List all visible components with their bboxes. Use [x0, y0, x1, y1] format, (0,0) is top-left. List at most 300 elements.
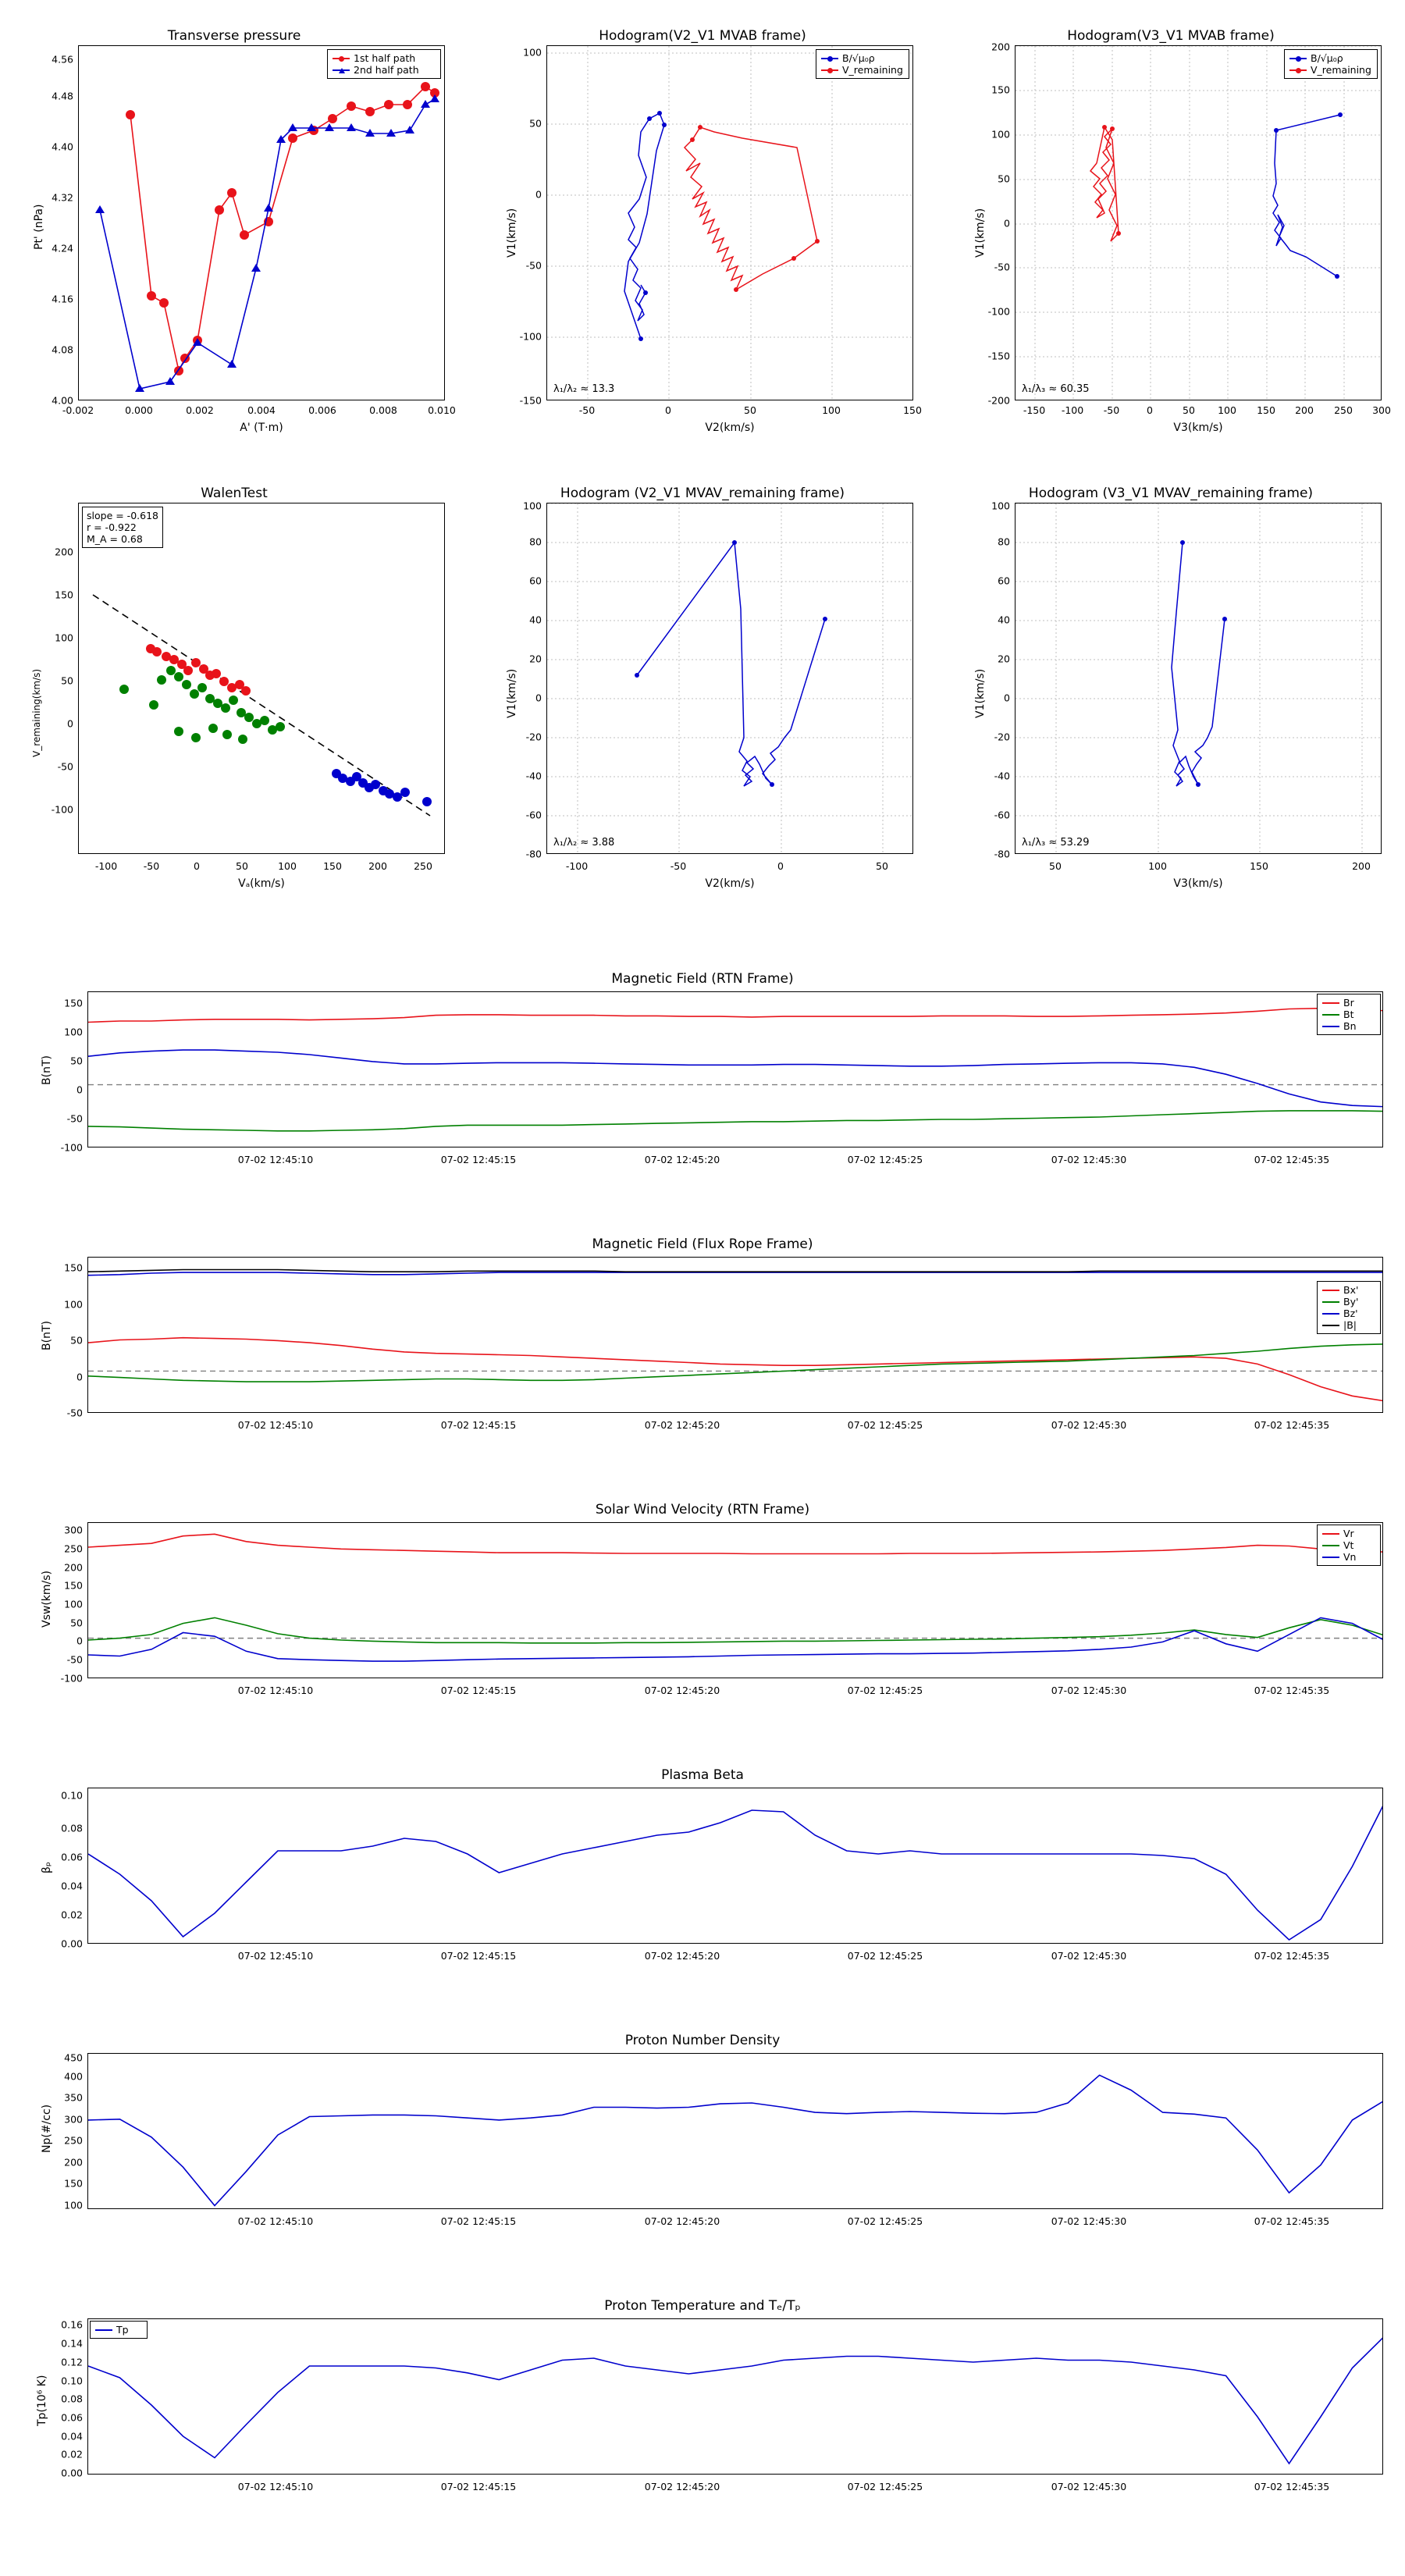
panel-title: Magnetic Field (Flux Rope Frame) — [592, 1236, 813, 1252]
time-tick: 07-02 12:45:25 — [847, 1685, 923, 1696]
y-tick: 0.08 — [61, 2393, 83, 2405]
x-tick: -50 — [578, 404, 596, 416]
y-tick: 40 — [529, 614, 542, 626]
legend-swatch-blue — [1289, 58, 1307, 59]
y-tick: 80 — [998, 535, 1010, 548]
series-Np — [88, 2075, 1383, 2205]
legend-item-bn — [1322, 1020, 1375, 1032]
time-tick: 07-02 12:45:35 — [1254, 1419, 1330, 1431]
series-Bx' — [88, 1338, 1383, 1401]
legend-item-bmag — [1322, 1319, 1375, 1331]
x-axis-label: V2(km/s) — [705, 422, 755, 434]
y-tick: -80 — [994, 848, 1010, 860]
x-tick: -100 — [94, 860, 118, 872]
y-axis-label: V_remaining(km/s) — [31, 668, 42, 757]
y-tick: 450 — [64, 2051, 83, 2064]
legend-swatch-br — [1322, 1002, 1339, 1004]
legend-swatch-bmag — [1322, 1325, 1339, 1326]
y-tick: 0 — [1004, 217, 1010, 229]
x-tick: -100 — [565, 860, 589, 872]
y-tick: 100 — [523, 500, 542, 512]
y-tick: -50 — [994, 261, 1010, 273]
legend-swatch-bz — [1322, 1313, 1339, 1315]
x-tick: 0.004 — [247, 404, 276, 416]
series-Vt — [88, 1617, 1383, 1642]
y-tick: 100 — [991, 500, 1010, 512]
y-tick: 4.16 — [52, 293, 73, 305]
panel-proton-density — [0, 2030, 1405, 2264]
panel-title: Magnetic Field (RTN Frame) — [611, 971, 794, 987]
y-tick: 0 — [76, 1635, 83, 1647]
y-tick: 100 — [55, 632, 73, 644]
series-Vn — [88, 1617, 1383, 1661]
y-tick: 40 — [998, 614, 1010, 626]
x-tick: 150 — [1257, 404, 1275, 416]
y-tick: 0 — [76, 1371, 83, 1383]
legend — [1317, 994, 1381, 1035]
y-tick: 0.06 — [61, 2411, 83, 2424]
legend-label: Bn — [1343, 1020, 1357, 1032]
legend-label: V_remaining — [1311, 64, 1371, 76]
legend-label: Bx' — [1343, 1284, 1359, 1296]
proton-temperature-plot — [88, 2319, 1383, 2475]
y-tick: 150 — [64, 1579, 83, 1592]
x-tick: 0 — [194, 860, 200, 872]
y-tick: -80 — [525, 848, 542, 860]
time-tick: 07-02 12:45:30 — [1051, 2215, 1127, 2227]
legend-swatch-bn — [1322, 1026, 1339, 1027]
legend-item-bz — [1322, 1308, 1375, 1319]
time-tick: 07-02 12:45:30 — [1051, 1154, 1127, 1165]
time-tick: 07-02 12:45:35 — [1254, 2215, 1330, 2227]
y-tick: 0.06 — [61, 1851, 83, 1863]
y-tick: 0.00 — [61, 1937, 83, 1950]
x-tick: 50 — [1183, 404, 1195, 416]
panel-hodogram-v3v1-mvab — [937, 0, 1405, 453]
y-tick: 400 — [64, 2070, 83, 2083]
time-tick: 07-02 12:45:10 — [237, 2481, 314, 2492]
legend-label: Tp — [116, 2324, 129, 2336]
eigenvalue-ratio-annotation: λ₁/λ₃ ≈ 53.29 — [1022, 837, 1090, 849]
hodogram-v3v1-mvav-plot — [1016, 503, 1382, 854]
x-tick: 250 — [1334, 404, 1353, 416]
plot-area — [87, 2318, 1383, 2475]
y-axis-label: B(nT) — [41, 1055, 53, 1085]
legend-item-vn — [1322, 1551, 1375, 1563]
y-tick: 0.04 — [61, 2430, 83, 2443]
y-tick: -50 — [525, 259, 542, 272]
legend-swatch-red — [1289, 69, 1307, 71]
time-tick: 07-02 12:45:15 — [440, 2215, 517, 2227]
mag-rtn-plot — [88, 992, 1383, 1147]
transverse-pressure-plot — [79, 46, 445, 400]
panel-mag-fluxrope — [0, 1233, 1405, 1468]
y-tick: 100 — [64, 1598, 83, 1610]
legend-swatch-blue — [333, 69, 350, 71]
legend-label: 2nd half path — [354, 64, 419, 76]
series-Bt — [88, 1111, 1383, 1131]
y-tick: 200 — [64, 1561, 83, 1574]
hodogram-v2v1-mvav-plot — [547, 503, 913, 854]
x-tick: 50 — [236, 860, 248, 872]
x-tick: 200 — [1352, 860, 1371, 872]
panel-title: Transverse pressure — [167, 28, 301, 44]
y-axis-label: Tp(10⁶ K) — [36, 2375, 48, 2426]
plot-area — [546, 503, 913, 854]
y-tick: 0.10 — [61, 1789, 83, 1802]
y-tick: 0.04 — [61, 1880, 83, 1892]
y-tick: 0 — [76, 1083, 83, 1096]
legend-swatch-by — [1322, 1301, 1339, 1303]
y-tick: 20 — [529, 653, 542, 665]
eigenvalue-ratio-annotation: λ₁/λ₂ ≈ 3.88 — [553, 837, 615, 849]
y-tick: -20 — [525, 731, 542, 743]
x-tick: -0.002 — [62, 404, 94, 416]
series-Bn — [88, 1050, 1383, 1107]
legend-item-tp — [95, 2324, 142, 2336]
panel-transverse-pressure — [0, 0, 468, 453]
mag-fluxrope-plot — [88, 1258, 1383, 1413]
y-tick: -60 — [525, 809, 542, 821]
y-tick: 250 — [64, 2134, 83, 2147]
vsw-rtn-plot — [88, 1523, 1383, 1678]
y-tick: 350 — [64, 2091, 83, 2104]
y-tick: 0 — [535, 692, 542, 704]
y-tick: -50 — [66, 1653, 83, 1666]
legend-item-1 — [821, 64, 904, 76]
legend-label: Bz' — [1343, 1308, 1358, 1319]
time-tick: 07-02 12:45:30 — [1051, 1685, 1127, 1696]
fit-mach: M_A = 0.68 — [87, 533, 143, 545]
legend-label: B/√μ₀ρ — [1311, 52, 1343, 64]
panel-title: Proton Number Density — [624, 2033, 781, 2048]
legend-item-0 — [821, 52, 904, 64]
y-tick: -100 — [519, 330, 542, 343]
panel-walen-test — [0, 468, 468, 913]
y-tick: 150 — [64, 1261, 83, 1274]
legend-swatch-bx — [1322, 1290, 1339, 1291]
time-tick: 07-02 12:45:35 — [1254, 1685, 1330, 1696]
y-tick: -200 — [987, 394, 1010, 407]
panel-hodogram-v3v1-mvav — [937, 468, 1405, 913]
x-axis-label: V2(km/s) — [705, 877, 755, 890]
legend-item-bx — [1322, 1284, 1375, 1296]
y-tick: -100 — [51, 803, 73, 816]
time-tick: 07-02 12:45:30 — [1051, 2481, 1127, 2492]
plot-area — [87, 991, 1383, 1147]
time-tick: 07-02 12:45:15 — [440, 2481, 517, 2492]
y-tick: -50 — [66, 1112, 83, 1125]
y-tick: -60 — [994, 809, 1010, 821]
x-tick: -150 — [1023, 404, 1046, 416]
plot-area — [1015, 45, 1382, 400]
y-tick: 4.24 — [52, 242, 73, 254]
x-tick: 0.010 — [428, 404, 456, 416]
x-tick: 0.006 — [308, 404, 336, 416]
panel-plasma-beta — [0, 1764, 1405, 1998]
time-tick: 07-02 12:45:35 — [1254, 2481, 1330, 2492]
y-tick: 300 — [64, 1524, 83, 1536]
panel-hodogram-v2v1-mvab — [468, 0, 937, 453]
y-axis-label: Np(#/cc) — [41, 2104, 53, 2153]
time-tick: 07-02 12:45:10 — [237, 2215, 314, 2227]
legend-label: Vn — [1343, 1551, 1357, 1563]
y-tick: 4.40 — [52, 141, 73, 153]
time-tick: 07-02 12:45:20 — [644, 1419, 720, 1431]
y-tick: 80 — [529, 535, 542, 548]
y-tick: 60 — [998, 575, 1010, 587]
time-tick: 07-02 12:45:35 — [1254, 1950, 1330, 1962]
y-tick: -20 — [994, 731, 1010, 743]
y-tick: 0.16 — [61, 2318, 83, 2331]
x-tick: -50 — [1103, 404, 1120, 416]
y-tick: -100 — [60, 1672, 83, 1685]
legend-swatch-red — [821, 69, 838, 71]
y-tick: 0 — [535, 188, 542, 201]
y-tick: 50 — [70, 1055, 83, 1067]
series-|B| — [88, 1270, 1383, 1272]
y-tick: 50 — [70, 1334, 83, 1347]
time-tick: 07-02 12:45:15 — [440, 1419, 517, 1431]
fit-slope: slope = -0.618 — [87, 510, 158, 521]
y-tick: 200 — [64, 2156, 83, 2169]
walen-test-plot — [79, 503, 445, 854]
y-tick: 4.48 — [52, 90, 73, 102]
y-tick: 0.00 — [61, 2467, 83, 2479]
legend-item-1 — [333, 64, 436, 76]
series-Tp — [88, 2337, 1383, 2464]
time-tick: 07-02 12:45:25 — [847, 1154, 923, 1165]
y-tick: 50 — [998, 173, 1010, 185]
legend-label: 1st half path — [354, 52, 416, 64]
legend — [1317, 1525, 1381, 1566]
time-tick: 07-02 12:45:25 — [847, 2215, 923, 2227]
plasma-beta-plot — [88, 1788, 1383, 1944]
time-tick: 07-02 12:45:30 — [1051, 1950, 1127, 1962]
x-tick: 100 — [1218, 404, 1236, 416]
panel-title: Plasma Beta — [661, 1767, 744, 1783]
y-tick: 100 — [523, 46, 542, 59]
y-tick: -150 — [987, 350, 1010, 362]
panel-vsw-rtn — [0, 1499, 1405, 1733]
plot-area — [87, 1788, 1383, 1944]
x-tick: 50 — [876, 860, 888, 872]
y-tick: 50 — [70, 1617, 83, 1629]
legend-swatch-vn — [1322, 1557, 1339, 1558]
time-tick: 07-02 12:45:20 — [644, 1950, 720, 1962]
panel-title: Hodogram (V2_V1 MVAV_remaining frame) — [560, 486, 845, 501]
legend-swatch-bt — [1322, 1014, 1339, 1016]
y-tick: 150 — [55, 589, 73, 601]
time-tick: 07-02 12:45:10 — [237, 1419, 314, 1431]
y-axis-label: B(nT) — [41, 1321, 53, 1350]
x-tick: 150 — [323, 860, 342, 872]
plot-area — [78, 45, 445, 400]
legend-label: B/√μ₀ρ — [842, 52, 875, 64]
y-axis-label: V1(km/s) — [974, 668, 987, 718]
plot-area — [546, 45, 913, 400]
y-tick: 100 — [991, 128, 1010, 141]
x-tick: 100 — [822, 404, 841, 416]
time-tick: 07-02 12:45:25 — [847, 1419, 923, 1431]
y-axis-label: V1(km/s) — [506, 208, 518, 258]
legend-label: Br — [1343, 997, 1354, 1009]
x-tick: 0.002 — [186, 404, 214, 416]
y-tick: 150 — [991, 84, 1010, 96]
y-tick: 300 — [64, 2113, 83, 2126]
series-Bz' — [88, 1272, 1383, 1276]
time-tick: 07-02 12:45:20 — [644, 1685, 720, 1696]
x-tick: -50 — [143, 860, 160, 872]
legend-item-0 — [1289, 52, 1372, 64]
series-By' — [88, 1344, 1383, 1382]
plot-area — [1015, 503, 1382, 854]
y-tick: -50 — [57, 760, 73, 773]
time-tick: 07-02 12:45:15 — [440, 1950, 517, 1962]
y-axis-label: βₚ — [41, 1862, 53, 1873]
y-tick: -150 — [519, 394, 542, 407]
legend — [90, 2321, 148, 2339]
panel-title: Hodogram(V3_V1 MVAB frame) — [1067, 28, 1275, 44]
legend-label: |B| — [1343, 1319, 1357, 1331]
x-axis-label: V3(km/s) — [1173, 422, 1223, 434]
time-tick: 07-02 12:45:10 — [237, 1950, 314, 1962]
legend-swatch-blue — [821, 58, 838, 59]
legend-item-by — [1322, 1296, 1375, 1308]
legend-swatch-red — [333, 58, 350, 59]
panel-title: Solar Wind Velocity (RTN Frame) — [595, 1502, 810, 1517]
legend-item-br — [1322, 997, 1375, 1009]
y-tick: 20 — [998, 653, 1010, 665]
legend-item-vr — [1322, 1528, 1375, 1539]
x-tick: 150 — [1250, 860, 1268, 872]
x-tick: 0 — [665, 404, 671, 416]
y-tick: -40 — [994, 770, 1010, 782]
y-tick: 250 — [64, 1542, 83, 1555]
proton-density-plot — [88, 2054, 1383, 2209]
legend-label: Bt — [1343, 1009, 1354, 1020]
y-tick: 4.08 — [52, 343, 73, 356]
hodogram-v2v1-mvab-plot — [547, 46, 913, 400]
time-tick: 07-02 12:45:10 — [237, 1685, 314, 1696]
time-tick: 07-02 12:45:15 — [440, 1685, 517, 1696]
x-tick: 300 — [1372, 404, 1391, 416]
time-tick: 07-02 12:45:25 — [847, 1950, 923, 1962]
fit-r: r = -0.922 — [87, 521, 137, 533]
x-axis-label: A' (T·m) — [240, 422, 283, 434]
fit-stats-box — [82, 507, 163, 548]
y-tick: 4.56 — [52, 53, 73, 66]
y-tick: 0.02 — [61, 1909, 83, 1921]
panel-title: WalenTest — [201, 486, 268, 501]
x-tick: 0 — [1147, 404, 1153, 416]
legend-label: Vt — [1343, 1539, 1354, 1551]
y-tick: 60 — [529, 575, 542, 587]
plot-area — [87, 1257, 1383, 1413]
panel-proton-temperature — [0, 2295, 1405, 2545]
legend-label: Vr — [1343, 1528, 1354, 1539]
legend — [1317, 1281, 1381, 1334]
legend-item-0 — [333, 52, 436, 64]
legend-label: V_remaining — [842, 64, 903, 76]
panel-title: Hodogram (V3_V1 MVAV_remaining frame) — [1028, 486, 1314, 501]
y-tick: 50 — [529, 117, 542, 130]
legend-item-1 — [1289, 64, 1372, 76]
y-tick: 50 — [61, 674, 73, 687]
x-tick: 50 — [744, 404, 756, 416]
x-axis-label: Vₐ(km/s) — [238, 877, 285, 890]
y-tick: 100 — [64, 2199, 83, 2211]
y-tick: 0.14 — [61, 2337, 83, 2350]
x-tick: 0.008 — [369, 404, 397, 416]
legend — [816, 49, 909, 79]
y-tick: -50 — [66, 1407, 83, 1419]
legend-swatch-tp — [95, 2329, 112, 2331]
x-tick: 50 — [1049, 860, 1062, 872]
time-tick: 07-02 12:45:30 — [1051, 1419, 1127, 1431]
time-tick: 07-02 12:45:25 — [847, 2481, 923, 2492]
x-tick: 100 — [278, 860, 297, 872]
y-tick: 100 — [64, 1298, 83, 1311]
eigenvalue-ratio-annotation: λ₁/λ₂ ≈ 13.3 — [553, 383, 615, 395]
legend-item-vt — [1322, 1539, 1375, 1551]
x-tick: -100 — [1061, 404, 1084, 416]
legend-label: By' — [1343, 1296, 1359, 1308]
panel-title: Hodogram(V2_V1 MVAB frame) — [599, 28, 806, 44]
y-tick: 4.32 — [52, 191, 73, 204]
series-beta_p — [88, 1804, 1383, 1940]
y-tick: 0 — [1004, 692, 1010, 704]
eigenvalue-ratio-annotation: λ₁/λ₃ ≈ 60.35 — [1022, 383, 1090, 395]
y-tick: 0 — [67, 717, 73, 730]
series-Br — [88, 1009, 1383, 1023]
y-tick: -100 — [60, 1141, 83, 1154]
y-tick: 0.12 — [61, 2356, 83, 2368]
y-tick: 100 — [64, 1026, 83, 1038]
time-tick: 07-02 12:45:20 — [644, 2215, 720, 2227]
y-tick: -40 — [525, 770, 542, 782]
y-tick: 4.00 — [52, 394, 73, 407]
y-axis-label: V1(km/s) — [974, 208, 987, 258]
time-tick: 07-02 12:45:35 — [1254, 1154, 1330, 1165]
panel-title: Proton Temperature and Tₑ/Tₚ — [604, 2298, 801, 2314]
panel-hodogram-v2v1-mvav — [468, 468, 937, 913]
x-tick: 0 — [777, 860, 784, 872]
time-tick: 07-02 12:45:20 — [644, 2481, 720, 2492]
plot-area — [87, 1522, 1383, 1678]
x-axis-label: V3(km/s) — [1173, 877, 1223, 890]
series-Vr — [88, 1534, 1383, 1553]
time-tick: 07-02 12:45:20 — [644, 1154, 720, 1165]
panel-mag-rtn — [0, 968, 1405, 1202]
y-tick: 0.02 — [61, 2448, 83, 2460]
y-tick: -100 — [987, 305, 1010, 318]
y-tick: 150 — [64, 2177, 83, 2190]
time-tick: 07-02 12:45:10 — [237, 1154, 314, 1165]
y-tick: 200 — [55, 546, 73, 558]
x-tick: 150 — [903, 404, 922, 416]
hodogram-v3v1-mvab-plot — [1016, 46, 1382, 400]
y-axis-label: Pt' (nPa) — [33, 204, 45, 250]
x-tick: 0.000 — [125, 404, 153, 416]
y-axis-label: V1(km/s) — [506, 668, 518, 718]
x-tick: 200 — [1295, 404, 1314, 416]
x-tick: 250 — [414, 860, 432, 872]
y-tick: 150 — [64, 997, 83, 1009]
y-tick: 0.10 — [61, 2375, 83, 2387]
time-tick: 07-02 12:45:15 — [440, 1154, 517, 1165]
legend-swatch-vr — [1322, 1533, 1339, 1535]
